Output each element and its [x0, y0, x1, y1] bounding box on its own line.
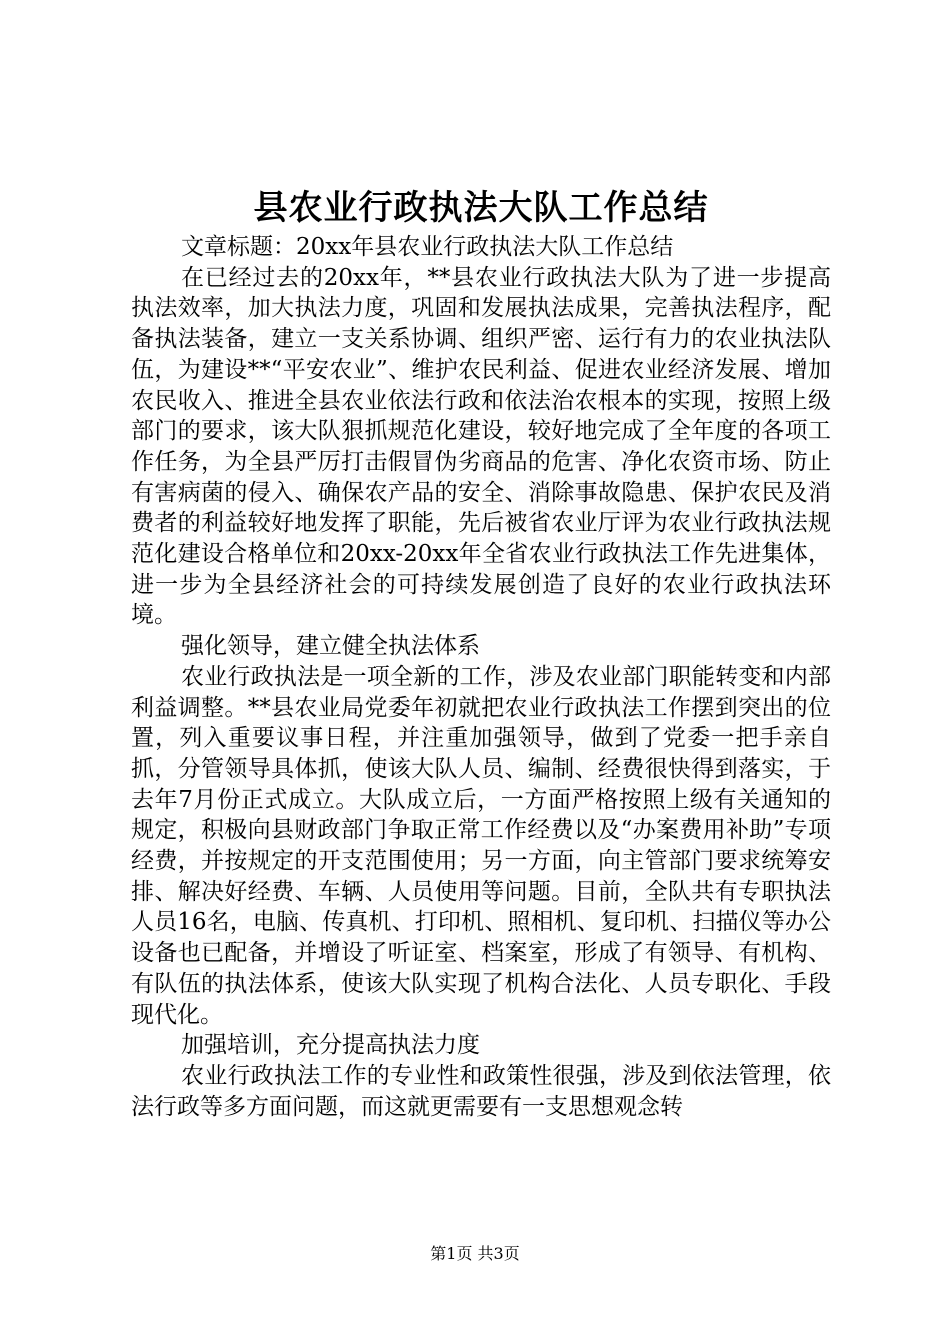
document-title: 县农业行政执法大队工作总结	[253, 188, 709, 228]
page-footer: 第1页 共3页	[430, 1244, 520, 1263]
document-body	[131, 232, 831, 1122]
paragraph-article-title: 文章标题：20xx年县农业行政执法大队工作总结	[181, 234, 674, 260]
section-heading-leadership: 强化领导，建立健全执法体系	[181, 633, 480, 660]
paragraph-leadership: 农业行政执法是一项全新的工作，涉及农业部门职能转变和内部利益调整。**县农业局党委年初就把农业行政执法工作摆到突出的位置，列入重要议事日程，并注重加强领导，做到了党委一把手亲自抓，分管领导具体抓，使该大队人员、编制、经费很快得到落实，于去年7月份正式成立。大队成立后，一方面严格按照上级有关通知的规定，积极向县财政部门争取正常工作经费以及“办案费用补助”专项经费，并按规定的开支范围使用；另一方面，向主管部门要求统筹安排、解决好经费、车辆、人员使用等问题。目前，全队共有专职执法人员16名，电脑、传真机、打印机、照相机、复印机、扫描仪等办公设备也已配备，并增设了听证室、档案室，形成了有领导、有机构、有队伍的执法体系，使该大队实现了机构合法化、人员专职化、手段现代化。	[131, 663, 831, 1028]
paragraph-training: 农业行政执法工作的专业性和政策性很强，涉及到依法管理，依法行政等多方面问题，而这就更需要有一支思想观念转	[131, 1062, 831, 1120]
document-page	[131, 0, 831, 1344]
paragraph-intro: 在已经过去的20xx年，**县农业行政执法大队为了进一步提高执法效率，加大执法力度，巩固和发展执法成果，完善执法程序，配备执法装备，建立一支关系协调、组织严密、运行有力的农业执法队伍，为建设**“平安农业”、维护农民利益、促进农业经济发展、增加农民收入、推进全县农业依法行政和依法治农根本的实现，按照上级部门的要求，该大队狠抓规范化建设，较好地完成了全年度的各项工作任务，为全县严厉打击假冒伪劣商品的危害、净化农资市场、防止有害病菌的侵入、确保农产品的安全、消除事故隐患、保护农民及消费者的利益较好地发挥了职能，先后被省农业厅评为农业行政执法规范化建设合格单位和20xx-20xx年全省农业行政执法工作先进集体，进一步为全县经济社会的可持续发展创造了良好的农业行政执法环境。	[131, 264, 831, 629]
section-heading-training: 加强培训，充分提高执法力度	[181, 1032, 480, 1059]
